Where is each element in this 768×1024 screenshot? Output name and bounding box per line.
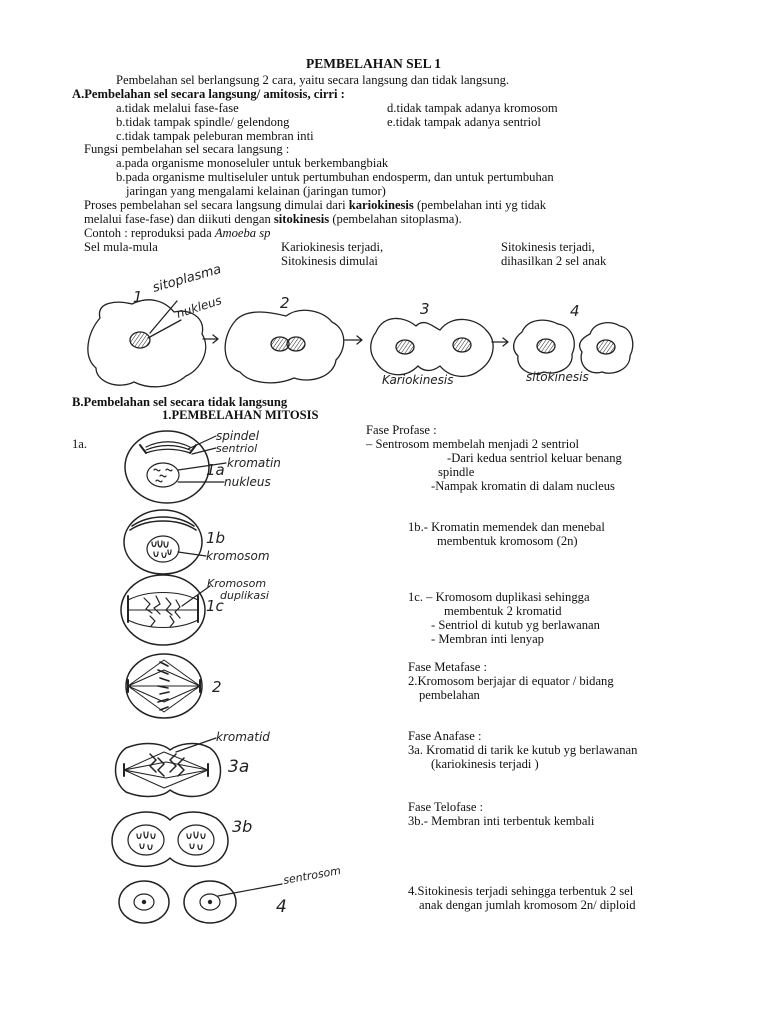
function-a: a.pada organisme monoseluler untuk berkembangbiak: [116, 156, 389, 170]
label-kromatin: kromatin: [227, 456, 281, 470]
mitosis-stage-4: [119, 881, 282, 923]
tag-1a: 1a: [206, 461, 225, 479]
profase-1a-line2: -Dari kedua sentriol keluar benang: [447, 451, 622, 465]
amoeba-num-4: 4: [570, 302, 580, 320]
label-spindel: spindel: [216, 429, 260, 443]
anafase-line2: (kariokinesis terjadi ): [431, 757, 539, 771]
page-title: PEMBELAHAN SEL 1: [306, 56, 442, 71]
process-line2-pre: melalui fase-fase) dan diikuti dengan: [84, 212, 274, 226]
final-line2: anak dengan jumlah kromosom 2n/ diploid: [419, 898, 636, 912]
function-heading: Fungsi pembelahan sel secara langsung :: [84, 142, 290, 156]
profase-1a-line1: – Sentrosom membelah menjadi 2 sentriol: [366, 437, 580, 451]
tag-2: 2: [212, 678, 222, 696]
profase-heading: Fase Profase :: [366, 423, 437, 437]
process-term-kariokinesis: kariokinesis: [348, 198, 414, 212]
trait-a: a.tidak melalui fase-fase: [116, 101, 239, 115]
anafase-heading: Fase Anafase :: [408, 729, 482, 743]
label-1a: 1a.: [72, 437, 88, 451]
stage-cyto-line1: Sitokinesis terjadi,: [501, 240, 595, 254]
stage-initial: Sel mula-mula: [84, 240, 158, 254]
stage-cyto-line2: dihasilkan 2 sel anak: [501, 254, 607, 268]
label-kromatid: kromatid: [216, 730, 270, 744]
telofase-heading: Fase Telofase :: [408, 800, 484, 814]
pointer-kromosom: [178, 552, 206, 556]
mitosis-stage-1b: [124, 510, 206, 574]
tag-3b: 3b: [232, 817, 253, 836]
label-kromosom: kromosom: [206, 549, 270, 563]
function-b-line2: jaringan yang mengalami kelainan (jaringan tumor): [126, 184, 386, 198]
stage-karyo-line1: Kariokinesis terjadi,: [281, 240, 384, 254]
profase-1c-line3: - Sentriol di kutub yg berlawanan: [431, 618, 600, 632]
label-kariokinesis: Kariokinesis: [382, 373, 454, 387]
label-sitoplasma: sitoplasma: [150, 261, 224, 296]
amoeba-num-3: 3: [420, 300, 430, 318]
process-line2-post: (pembelahan sitoplasma).: [329, 212, 462, 226]
anafase-line1: 3a. Kromatid di tarik ke kutub yg berlawanan: [408, 743, 638, 757]
telofase-line1: 3b.- Membran inti terbentuk kembali: [408, 814, 595, 828]
section-b-heading: B.Pembelahan sel secara tidak langsung: [72, 395, 288, 409]
trait-d: d.tidak tampak adanya kromosom: [387, 101, 558, 115]
mitosis-stage-3a: [116, 738, 221, 796]
profase-1c-line2: membentuk 2 kromatid: [444, 604, 562, 618]
tag-3a: 3a: [228, 757, 250, 777]
profase-1c-line4: - Membran inti lenyap: [431, 632, 544, 646]
profase-1b-line2: membentuk kromosom (2n): [437, 534, 578, 548]
trait-e: e.tidak tampak adanya sentriol: [387, 115, 541, 129]
tag-4: 4: [276, 897, 287, 917]
example-pre: Contoh : reproduksi pada: [84, 226, 215, 240]
mitosis-stage-1c: [121, 575, 210, 645]
trait-c: c.tidak tampak peleburan membran inti: [116, 129, 314, 143]
amoeba-num-2: 2: [280, 294, 290, 312]
profase-1b-line1: 1b.- Kromatin memendek dan menebal: [408, 520, 605, 534]
function-b-line1: b.pada organisme multiseluler untuk pertumbuhan endosperm, dan untuk pertumbuhan: [116, 170, 554, 184]
label-kromosom-duplikasi-1: Kromosom: [207, 577, 267, 590]
metafase-line1: 2.Kromosom berjajar di equator / bidang: [408, 674, 614, 688]
process-term-sitokinesis: sitokinesis: [273, 212, 330, 226]
label-sitokinesis: sitokinesis: [526, 370, 589, 384]
amoeba-num-1: 1: [133, 288, 143, 306]
label-sentrosom: sentrosom: [282, 864, 342, 887]
profase-1a-line4: -Nampak kromatin di dalam nucleus: [431, 479, 615, 493]
label-kromosom-duplikasi-2: duplikasi: [220, 589, 269, 602]
process-line1-pre: Proses pembelahan sel secara langsung dimulai dari: [84, 198, 349, 212]
section-a-heading: A.Pembelahan sel secara langsung/ amitosis, cirri :: [72, 87, 345, 101]
profase-1a-line3: spindle: [438, 465, 475, 479]
mitosis-stage-2: [126, 654, 202, 718]
section-b-subheading: 1.PEMBELAHAN MITOSIS: [162, 408, 319, 422]
intro-text: Pembelahan sel berlangsung 2 cara, yaitu secara langsung dan tidak langsung.: [116, 73, 510, 87]
label-sentriol: sentriol: [216, 442, 258, 455]
label-nukleus-mitosis: nukleus: [224, 475, 271, 489]
process-line1-post: (pembelahan inti yg tidak: [413, 198, 547, 212]
final-line1: 4.Sitokinesis terjadi sehingga terbentuk 2 sel: [408, 884, 634, 898]
tag-1b: 1b: [206, 529, 226, 547]
example-organism: Amoeba sp: [214, 226, 271, 240]
trait-b: b.tidak tampak spindle/ gelendong: [116, 115, 290, 129]
mitosis-stage-3b: [112, 812, 228, 866]
stage-karyo-line2: Sitokinesis dimulai: [281, 254, 378, 268]
metafase-heading: Fase Metafase :: [408, 660, 488, 674]
label-nukleus-amoeba: nukleus: [174, 293, 224, 321]
profase-1c-line1: 1c. – Kromosom duplikasi sehingga: [408, 590, 590, 604]
tag-1c: 1c: [206, 597, 224, 615]
metafase-line2: pembelahan: [419, 688, 480, 702]
